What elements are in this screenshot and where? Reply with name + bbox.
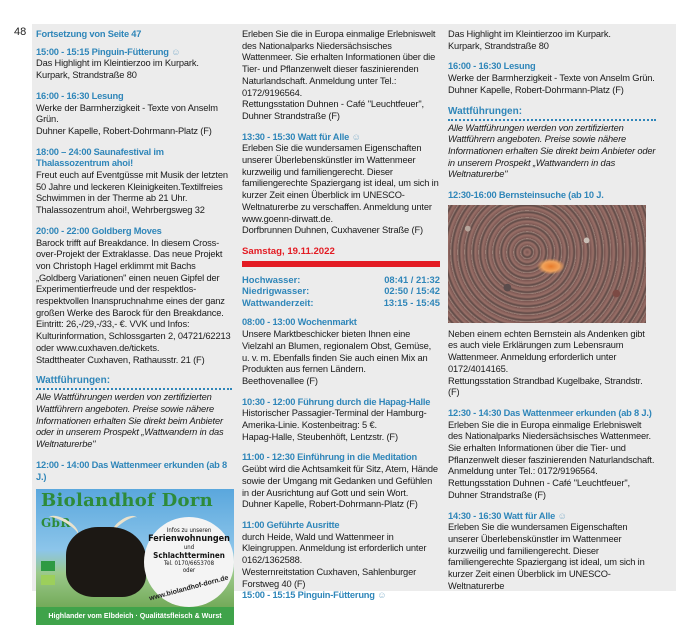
event-text: Werke der Barmherzigkeit - Texte von Anselm Grün. (448, 73, 655, 84)
event-title: 08:00 - 13:00 Wochenmarkt (242, 317, 357, 328)
event-location: Thalassozentrum ahoi!, Wehrbergsweg 32 (36, 205, 205, 216)
event-title: 15:00 - 15:15 Pinguin-Fütterung (36, 46, 169, 57)
tide-row: Niedrigwasser: 02:50 / 15:42 (242, 285, 440, 297)
amber-beach-photo (448, 205, 646, 323)
page-number: 48 (14, 26, 27, 38)
event-watt-fuer-alle (448, 511, 656, 593)
event-location: Beethovenallee (F) (242, 375, 318, 386)
ad-title: Biolandhof Dorn GbR (41, 490, 214, 531)
smiley-icon: ☺ (377, 590, 387, 601)
event-text: Erleben Sie die in Europa einmalige Erlebniswelt des Nationalparks Niedersächsisches Wattenmeer. Sie erhalten Informationen über die Tier- und Pflanzenwelt dieser faszinierenden Naturlandschaft. Anmeldung unter Tel.: 0172/9196564. (448, 419, 655, 477)
event-location: Rettungsstation Duhnen - Café "Leuchtfeuer", Duhner Strandstraße (F) (242, 99, 424, 121)
ad-url[interactable]: www.biolandhof-dorn.de (148, 574, 230, 603)
section-heading-wattfuehrungen: Wattführungen: (448, 105, 523, 117)
date-heading: Samstag, 19.11.2022 (242, 245, 335, 257)
tide-row: Wattwanderzeit: 13:15 - 15:45 (242, 296, 440, 308)
event-title: 16:00 - 16:30 Lesung (36, 90, 124, 101)
event-title: 12:30-16:00 Bernsteinsuche (ab 10 J. (448, 190, 604, 201)
event-title: 15:00 - 15:15 Pinguin-Fütterung (242, 590, 375, 601)
event-location: Duhner Kapelle, Robert-Dohrmann-Platz (F) (36, 125, 212, 136)
event-meditation (242, 452, 440, 511)
red-divider (242, 261, 440, 267)
event-location: Kurpark, Strandstraße 80 (448, 40, 549, 51)
event-saunafestival (36, 147, 232, 217)
event-title: 16:00 - 16:30 Lesung (448, 61, 536, 72)
event-text: Das Highlight im Kleintierzoo im Kurpark. (36, 58, 199, 69)
column-2 (242, 24, 440, 602)
highland-cow-image (66, 527, 146, 597)
event-text: Das Highlight im Kleintierzoo im Kurpark. (448, 29, 611, 39)
tide-table (242, 274, 440, 309)
continuation-note: Fortsetzung von Seite 47 (36, 29, 142, 39)
tide-row: Hochwasser: 08:41 / 21:32 (242, 273, 440, 285)
event-title: 18:00 – 24:00 Saunafestival im Thalassozentrum ahoi! (36, 146, 164, 169)
ad-footer: Highlander vom Elbdeich · Qualitätsfleisch & Wurst (36, 607, 234, 625)
event-title: 10:30 - 12:00 Führung durch die Hapag-Halle (242, 396, 431, 407)
dotted-divider (36, 388, 232, 390)
event-hapag-halle (242, 397, 440, 444)
dotted-divider (448, 119, 656, 121)
event-goldberg (36, 226, 232, 366)
event-lesung (448, 61, 656, 96)
event-title: 20:00 - 22:00 Goldberg Moves (36, 225, 162, 236)
event-text: Erleben Sie die wundersamen Eigenschaften unserer Überlebenskünstler im Wattenmeer kurzweilig und familiengerecht. Dieser familiengerechte Spaziergang ist ideal, um sich in kurzer Zeit einen Überblick im UNESCO-Weltnaturerbe zu verschaffen. Anmeldung unter www.goenn-dirwatt.de. (242, 143, 439, 224)
event-watt-fuer-alle (242, 132, 440, 237)
event-continued (448, 29, 656, 52)
event-location: Hapag-Halle, Steubenhöft, Lentzstr. (F) (242, 431, 398, 442)
event-text: durch Heide, Wald und Wattenmeer in Kleingruppen. Anmeldung ist erforderlich unter 0162/1362588. (242, 531, 427, 566)
smiley-icon: ☺ (351, 131, 361, 142)
event-location: Duhner Kapelle, Robert-Dohrmann-Platz (F) (242, 499, 418, 510)
event-text: Freut euch auf Eventgüsse mit Musik der letzten 50 Jahre und leckeren Kleinigkeiten.Textilfreies Schwimmen in der Therme ab 21 Uhr. (36, 170, 228, 204)
event-pinguin (36, 47, 232, 82)
event-text: Werke der Barmherzigkeit - Texte von Anselm Grün. (36, 102, 218, 125)
event-calendar-panel (32, 24, 676, 621)
section-heading-wattfuehrungen: Wattführungen: (36, 375, 111, 387)
event-title: 13:30 - 15:30 Watt für Alle (242, 131, 350, 142)
event-title: 11:00 Geführte Ausritte (242, 520, 340, 530)
event-text: Geübt wird die Achtsamkeit für Sitz, Atem, Hände sowie der Umgang mit Gedanken und Gefühlen in der Ausrichtung auf Gott und sein Wort. (242, 464, 438, 498)
event-text: Erleben Sie die wundersamen Eigenschaften unserer Überlebenskünstler im Wattenmeer kurzweilig und familiengerecht. Dieser familiengerechte Spaziergang ist ideal, um sich in kurzer Zeit einen Überblick im UNESCO-Weltnaturerbe (448, 522, 645, 591)
biolandhof-ad[interactable] (36, 489, 234, 625)
event-title: 12:30 - 14:30 Das Wattenmeer erkunden (ab 8 J.) (448, 407, 652, 418)
event-title: 11:00 - 12:30 Einführung in die Meditation (242, 452, 417, 463)
event-wochenmarkt (242, 317, 440, 387)
event-bernsteinsuche (448, 329, 656, 399)
event-text: Barock trifft auf Breakdance. In diesem Cross-over-Projekt der Extraklasse. Das neue Projekt von Christoph Hagel erklimmt mit Bachs „Goldberg Variationen" einen neuen Gipfel der Experimentierfreude und der respektlos-respektvollen Inanspruchnahme eines der ganz großen Werke des Barock für den Breakdance. Eintritt: 26,-/29,-/33,- €. VVK und Infos: Kulturinformation, Schlossgarten 2, 04721/62213 oder www.cuxhaven.de/tickets. (36, 237, 231, 353)
event-wattenmeer-erkunden (448, 408, 656, 502)
event-text: Erleben Sie die in Europa einmalige Erlebniswelt des Nationalparks Niedersächsisches Wattenmeer. Sie erhalten Informationen über die Tier- und Pflanzenwelt dieser faszinierenden Naturlandschaft. Anmeldung unter Tel.: 0172/9196564. (242, 29, 436, 98)
event-location: Westernreitstation Cuxhaven, Sahlenburger Forstweg 40 (F) (242, 566, 417, 589)
watt-info-text: Alle Wattführungen werden von zertifizierten Wattführern angeboten. Preise sowie nähere Informationen erhalten Sie direkt beim Anbieter oder in unserem Prospekt „Wattwandern in das Weltnaturerbe" (36, 392, 224, 450)
watt-info-text: Alle Wattführungen werden von zertifizierten Wattführern angeboten. Preise sowie nähere Informationen erhalten Sie direkt beim Anbieter oder in unserem Prospekt „Wattwandern in das Weltnaturerbe" (448, 122, 656, 180)
bioland-logo (41, 561, 55, 571)
event-text: Neben einem echten Bernstein als Andenken gibt es auch viele Erklärungen zum Lebensraum Wattenmeer. Anmeldung erforderlich unter 0172/4014165. (448, 328, 645, 374)
event-location: Stadttheater Cuxhaven, Rathausstr. 21 (F) (36, 354, 205, 365)
ad-phone: Tel. 0170/6653708 (163, 560, 215, 568)
event-continued (242, 29, 440, 123)
event-location: Duhner Kapelle, Robert-Dohrmann-Platz (F) (448, 84, 624, 95)
event-title: 12:00 - 14:00 Das Wattenmeer erkunden (ab 8 J.) (36, 459, 228, 482)
eco-logo (41, 575, 55, 585)
column-1 (36, 24, 232, 625)
event-text: Unsere Marktbeschicker bieten Ihnen eine Vielzahl an Blumen, regionalem Obst, Gemüse, u. v. m. Ebenfalls finden Sie auch einen Mix an Produkten aus fernen Ländern. (242, 329, 432, 375)
event-location: Dorfbrunnen Duhnen, Cuxhavener Straße (F) (242, 225, 423, 236)
event-ausritte (242, 520, 440, 590)
column-3 (448, 24, 656, 593)
event-lesung (36, 91, 232, 138)
event-location: Rettungsstation Duhnen - Café "Leuchtfeuer", Duhner Strandstraße (F) (448, 478, 630, 500)
event-location: Kurpark, Strandstraße 80 (36, 70, 137, 81)
smiley-icon: ☺ (557, 510, 567, 521)
smiley-icon: ☺ (171, 46, 181, 57)
event-location: Rettungsstation Strandbad Kugelbake, Strandstr. (F) (448, 375, 643, 398)
event-title: 14:30 - 16:30 Watt für Alle (448, 510, 556, 521)
ad-info-circle: Infos zu unseren Ferienwohnungen und Schlachtterminen Tel. 0170/6653708 oder (144, 517, 234, 607)
event-text: Historischer Passagier-Terminal der Hamburg-Amerika-Linie. Kostenbeitrag: 5 €. (242, 408, 427, 431)
